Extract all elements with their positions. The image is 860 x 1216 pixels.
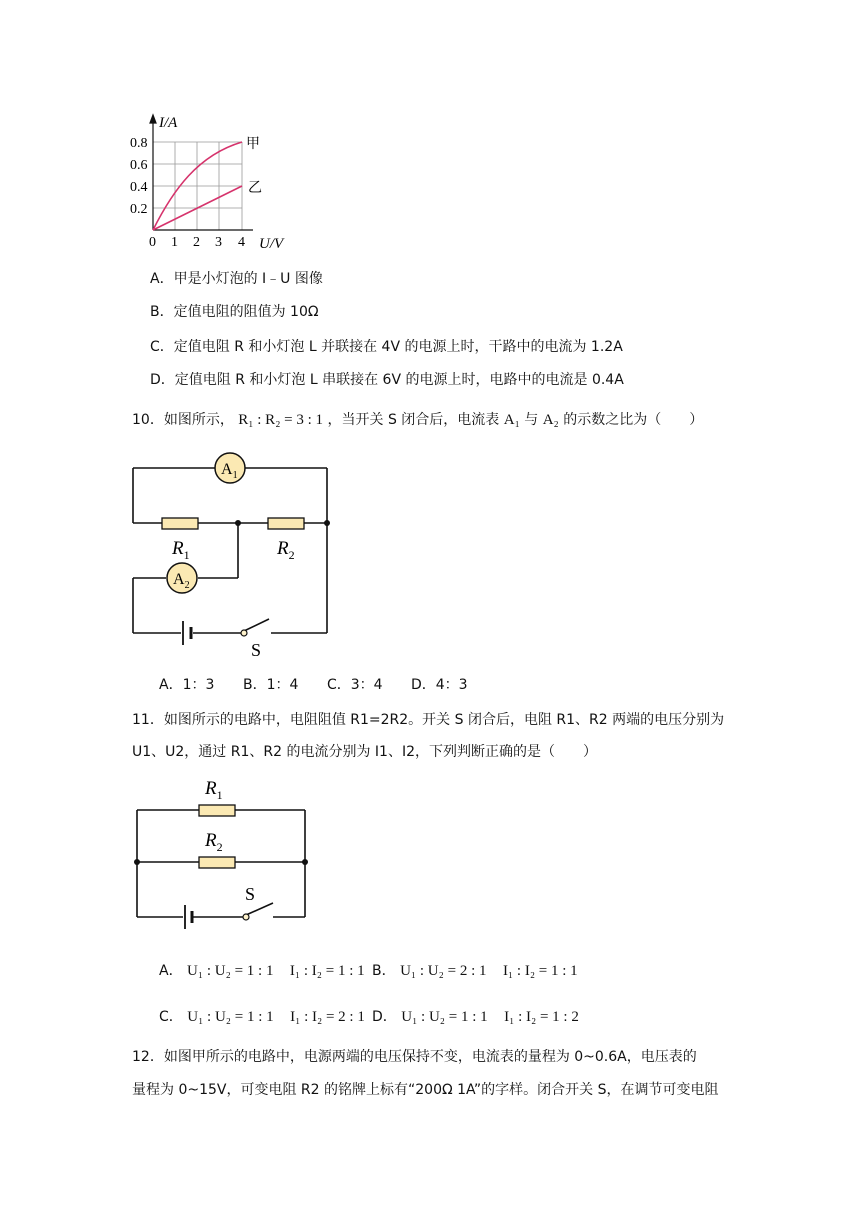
q11-option-c-u: U₁ : U₂ = 1 : 1 <box>187 1009 274 1025</box>
resistor-r1 <box>162 518 198 529</box>
resistor-r2 <box>268 518 304 529</box>
q11-option-b-i: I₁ : I₂ = 1 : 1 <box>502 963 578 979</box>
q9-option-c: C．定值电阻 R 和小灯泡 L 并联接在 4V 的电源上时，干路中的电流为 1.2A <box>150 339 623 355</box>
q11-option-b: B． U₁ : U₂ = 2 : 1 I₁ : I₂ = 1 : 1 <box>372 963 578 979</box>
resistor-r1-label: $R_1$ <box>205 778 223 802</box>
q11-option-d-u: U₁ : U₂ = 1 : 1 <box>401 1009 488 1025</box>
q10-option-a: A．1：3 <box>159 677 215 693</box>
resistor-r2-label: $R_2$ <box>277 538 295 562</box>
q11-line2: U1、U2，通过 R1、R2 的电流分别为 I1、I2，下列判断正确的是（ ） <box>132 744 597 760</box>
junction-dot <box>235 520 241 526</box>
junction-dot <box>324 520 330 526</box>
switch-label: S <box>245 884 256 904</box>
q10-and: 与 <box>524 412 539 428</box>
q10-option-b: B．1：4 <box>243 677 299 693</box>
x-tick-label: 0 <box>149 235 156 250</box>
q10-circuit <box>120 445 340 660</box>
y-axis-label: I/A <box>159 115 178 131</box>
resistor-r1 <box>199 805 235 816</box>
q10-option-d: D．4：3 <box>411 677 468 693</box>
switch-label: S <box>251 640 262 660</box>
q11-option-c-i: I₁ : I₂ = 2 : 1 <box>290 1009 365 1025</box>
q10-a2: A₂ <box>542 412 559 428</box>
x-tick-label: 1 <box>171 235 178 250</box>
x-axis-label: U/V <box>259 236 284 252</box>
q11-option-a-u: U₁ : U₂ = 1 : 1 <box>187 963 274 979</box>
x-tick-label: 3 <box>215 235 222 250</box>
q11-circuit <box>125 772 320 940</box>
switch-contact <box>241 630 247 636</box>
q11-option-d: D． U₁ : U₂ = 1 : 1 I₁ : I₂ = 1 : 2 <box>372 1009 579 1025</box>
q9-option-a: A．甲是小灯泡的 I﹣U 图像 <box>150 271 323 287</box>
junction-dot <box>302 859 308 865</box>
q11-line1: 11．如图所示的电路中，电阻阻值 R1=2R2。开关 S 闭合后，电阻 R1、R2 两端的电压分别为 <box>132 712 725 728</box>
q10-stem-prefix: 10．如图所示， <box>132 412 234 428</box>
resistor-r1-label: $R_1$ <box>172 538 190 562</box>
y-tick-label: 0.8 <box>130 136 148 151</box>
y-tick-label: 0.2 <box>130 202 148 217</box>
ammeter-a2-label: $A_2$ <box>173 571 190 591</box>
graph-grid <box>153 142 242 230</box>
q10-option-c: C．3：4 <box>327 677 383 693</box>
x-tick-label: 2 <box>193 235 200 250</box>
resistor-r2 <box>199 857 235 868</box>
q11-option-a: A． U₁ : U₂ = 1 : 1 I₁ : I₂ = 1 : 1 <box>159 963 365 979</box>
curve-jia-label: 甲 <box>246 137 260 152</box>
x-tick-label: 4 <box>238 235 245 250</box>
q11-option-a-i: I₁ : I₂ = 1 : 1 <box>289 963 365 979</box>
graph-axes <box>150 115 253 230</box>
iu-graph <box>128 110 298 255</box>
q12-line1: 12．如图甲所示的电路中，电源两端的电压保持不变，电流表的量程为 0~0.6A，电压表的 <box>132 1049 697 1065</box>
y-tick-label: 0.6 <box>130 158 148 173</box>
curve-yi-label: 乙 <box>248 181 262 196</box>
q10-stem-mid: ，当开关 S 闭合后，电流表 <box>327 412 500 428</box>
q10-ratio: R₁ : R₂ = 3 : 1 <box>238 412 324 428</box>
q11-option-c: C． U₁ : U₂ = 1 : 1 I₁ : I₂ = 2 : 1 <box>159 1009 365 1025</box>
junction-dot <box>134 859 140 865</box>
q10-stem-suffix: 的示数之比为（ ） <box>563 412 704 428</box>
y-tick-label: 0.4 <box>130 180 148 195</box>
switch-contact <box>243 914 249 920</box>
q9-option-d: D．定值电阻 R 和小灯泡 L 串联接在 6V 的电源上时，电路中的电流是 0.4A <box>150 372 624 388</box>
q10-stem <box>132 410 703 430</box>
q11-option-d-i: I₁ : I₂ = 1 : 2 <box>504 1009 579 1025</box>
q12-line2: 量程为 0~15V，可变电阻 R2 的铭牌上标有“200Ω 1A”的字样。闭合开关 S，在调节可变电阻 <box>132 1082 719 1098</box>
ammeter-a1-label: $A_1$ <box>221 461 238 481</box>
q10-a1: A₁ <box>503 412 520 428</box>
resistor-r2-label: $R_2$ <box>205 830 223 854</box>
q9-option-b: B．定值电阻的阻值为 10Ω <box>150 304 319 320</box>
q11-option-b-u: U₁ : U₂ = 2 : 1 <box>400 963 487 979</box>
